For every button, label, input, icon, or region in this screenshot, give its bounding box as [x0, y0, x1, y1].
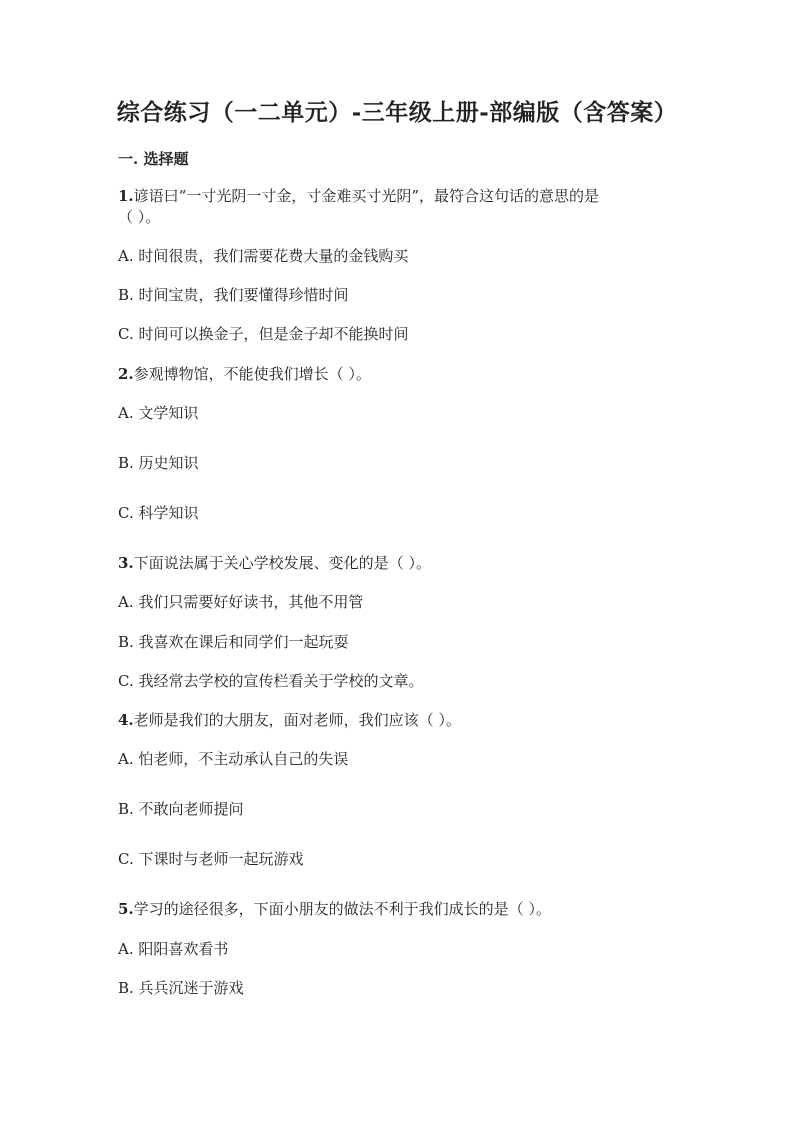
question-5: [118, 899, 551, 919]
question-2: [118, 364, 371, 384]
option-4c: C. 下课时与老师一起玩游戏: [118, 850, 304, 868]
question-1: [118, 186, 599, 206]
question-text: 老师是我们的大朋友，面对老师，我们应该（ ）。: [133, 711, 461, 729]
option-2c: C. 科学知识: [118, 504, 199, 522]
option-1c: C. 时间可以换金子，但是金子却不能换时间: [118, 325, 409, 343]
option-2b: B. 历史知识: [118, 454, 199, 472]
question-number: 5.: [118, 900, 134, 918]
section-heading: 一. 选择题: [118, 150, 189, 168]
page-title: 综合练习（一二单元）-三年级上册-部编版（含答案）: [116, 99, 678, 126]
question-text: 参观博物馆，不能使我们增长（ ）。: [133, 365, 371, 383]
option-3b: B. 我喜欢在课后和同学们一起玩耍: [118, 633, 349, 651]
question-number: 1.: [118, 187, 134, 205]
question-text: 谚语曰“一寸光阴一寸金，寸金难买寸光阴”，最符合这句话的意思的是: [133, 187, 600, 205]
option-5b: B. 兵兵沉迷于游戏: [118, 979, 244, 997]
question-1-continued: （ ）。: [118, 208, 161, 226]
question-4: [118, 710, 461, 730]
option-2a: A. 文学知识: [118, 404, 199, 422]
question-number: 4.: [118, 711, 134, 729]
option-4b: B. 不敢向老师提问: [118, 800, 244, 818]
question-number: 2.: [118, 365, 134, 383]
question-text: 学习的途径很多，下面小朋友的做法不利于我们成长的是（ ）。: [133, 900, 551, 918]
question-number: 3.: [118, 554, 134, 572]
option-5a: A. 阳阳喜欢看书: [118, 940, 229, 958]
option-3a: A. 我们只需要好好读书，其他不用管: [118, 593, 364, 611]
question-text: 下面说法属于关心学校发展、变化的是（ ）。: [133, 554, 431, 572]
option-4a: A. 怕老师，不主动承认自己的失误: [118, 750, 349, 768]
option-3c: C. 我经常去学校的宣传栏看关于学校的文章。: [118, 672, 424, 690]
option-1b: B. 时间宝贵，我们要懂得珍惜时间: [118, 286, 349, 304]
option-1a: A. 时间很贵，我们需要花费大量的金钱购买: [118, 247, 409, 265]
question-3: [118, 553, 431, 573]
